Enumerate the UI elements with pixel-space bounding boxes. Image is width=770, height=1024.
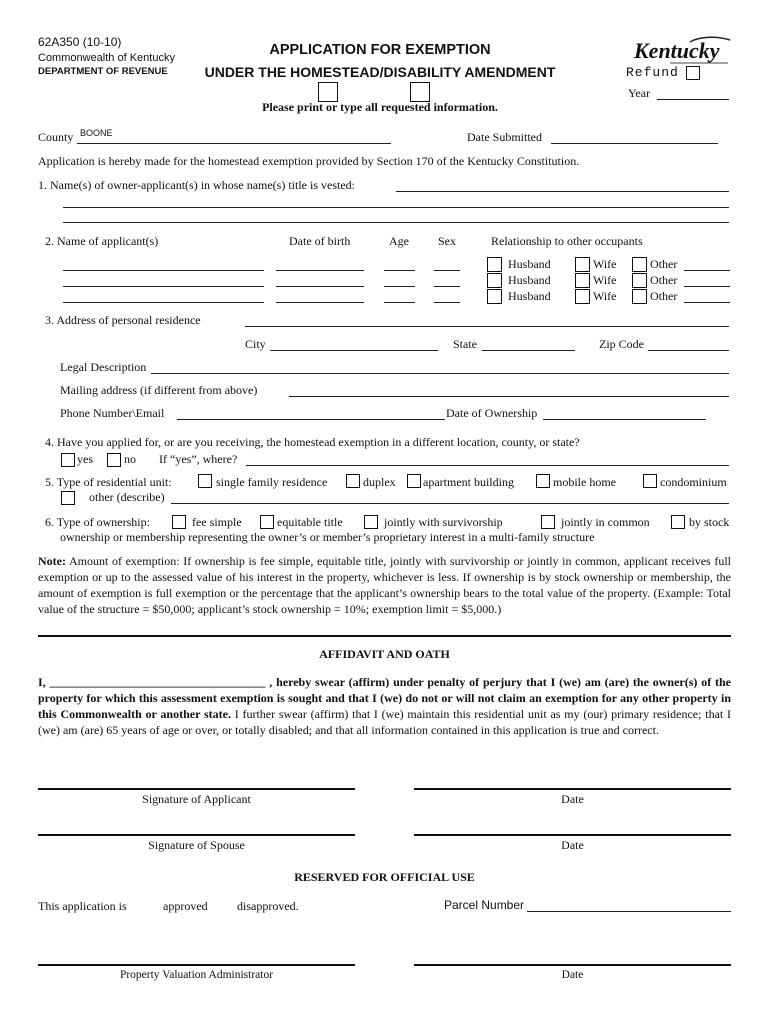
section-divider [38,635,731,637]
city-label: City [245,337,266,351]
fee-simple-label: fee simple [192,515,242,529]
applicant-name-2[interactable] [63,286,264,287]
kentucky-logo [630,36,735,66]
department-label: DEPARTMENT OF REVENUE [38,66,168,77]
other-field-1[interactable] [684,270,730,271]
pva-date-line[interactable] [414,964,731,966]
form-title: APPLICATION FOR EXEMPTION [269,42,491,58]
pva-signature-line[interactable] [38,964,355,966]
fee-simple-checkbox[interactable] [172,515,186,529]
other-checkbox-2[interactable] [632,273,647,288]
county-value: BOONE [80,128,113,138]
phone-email-label: Phone Number\Email [60,406,165,420]
wife-checkbox-3[interactable] [575,289,590,304]
q5-label: 5. Type of residential unit: [45,475,172,489]
note-paragraph [38,553,731,617]
single-family-label: single family residence [216,475,328,489]
city-field[interactable] [270,350,438,351]
this-application-label: This application is [38,899,127,913]
refund-label: Refund [626,65,679,80]
by-stock-label: by stock [689,515,730,529]
q4-label: 4. Have you applied for, or are you receiving, the homestead exemption in a different location, county, or state? [45,435,580,449]
commonwealth-label: Commonwealth of Kentucky [38,52,175,64]
condominium-label: condominium [660,475,727,489]
single-family-checkbox[interactable] [198,474,212,488]
q1-field-2[interactable] [63,207,729,208]
year-label: Year [628,86,651,100]
pva-label: Property Valuation Administrator [119,969,274,981]
note-label: Note: [38,554,66,568]
other-unit-label: other (describe) [89,490,165,504]
applicant-sex-1[interactable] [434,270,460,271]
instructions: Please print or type all requested information. [262,100,498,114]
applicant-name-3[interactable] [63,302,264,303]
header-checkbox-right[interactable] [410,82,430,102]
header-checkbox-left[interactable] [318,82,338,102]
by-stock-checkbox[interactable] [671,515,685,529]
zip-field[interactable] [648,350,729,351]
state-field[interactable] [482,350,575,351]
form-number: 62A350 (10-10) [38,35,122,49]
wife-label: Wife [593,273,617,287]
address-field[interactable] [245,326,729,327]
q1-field-1[interactable] [396,191,729,192]
parcel-number-field[interactable] [527,911,731,912]
other-field-2[interactable] [684,286,730,287]
applicant-sex-2[interactable] [434,286,460,287]
other-label: Other [650,273,678,287]
husband-checkbox-1[interactable] [487,257,502,272]
q2-label: 2. Name of applicant(s) [45,234,159,248]
date-submitted-label: Date Submitted [467,130,542,144]
county-field[interactable] [77,143,391,144]
affidavit-title: AFFIDAVIT AND OATH [319,647,450,661]
col-age: Age [389,234,409,248]
applicant-age-2[interactable] [384,286,415,287]
state-label: State [453,337,477,351]
q1-label: 1. Name(s) of owner-applicant(s) in whose name(s) title is vested: [38,178,355,192]
spouse-signature-line[interactable] [38,834,355,836]
refund-checkbox[interactable] [686,66,700,80]
q3-label: 3. Address of personal residence [45,313,201,327]
applicant-date-line[interactable] [414,788,731,790]
apartment-checkbox[interactable] [407,474,421,488]
wife-checkbox-2[interactable] [575,273,590,288]
mailing-address-label: Mailing address (if different from above) [60,383,258,397]
equitable-title-checkbox[interactable] [260,515,274,529]
zip-label: Zip Code [599,337,644,351]
survivorship-label: jointly with survivorship [384,515,503,529]
q6-line2: ownership or membership representing the owner’s or member’s proprietary interest in a multi-family structure [60,530,595,544]
spouse-signature-label: Signature of Spouse [148,838,245,852]
q1-field-3[interactable] [63,222,729,223]
date-submitted-field[interactable] [551,143,718,144]
form-subtitle: UNDER THE HOMESTEAD/DISABILITY AMENDMENT [204,64,556,80]
q6-label: 6. Type of ownership: [45,515,150,529]
wife-label: Wife [593,257,617,271]
spouse-date-label: Date [561,838,584,852]
legal-description-field[interactable] [151,373,729,374]
other-field-3[interactable] [684,302,730,303]
applicant-signature-label: Signature of Applicant [142,792,251,806]
q4-yes-label: yes [77,452,93,466]
affidavit-bold: I, ____________________________________ , hereby swear (affirm) under penalty of perjury that I (we) am (are) the owner(s) of the property for which this assessment exemption is sought and that I (we) do not or will not claim an exemption for any other property in this Commonwealth or another state. [38,675,731,721]
approved-label: approved [163,899,208,913]
logo-text: Kentucky [634,38,720,63]
equitable-title-label: equitable title [277,515,343,529]
affidavit-paragraph [38,674,731,738]
applicant-dob-2[interactable] [276,286,364,287]
other-label: Other [650,289,678,303]
applicant-signature-line[interactable] [38,788,355,790]
survivorship-checkbox[interactable] [364,515,378,529]
mobile-home-checkbox[interactable] [536,474,550,488]
col-sex: Sex [438,234,456,248]
q4-no-checkbox[interactable] [107,453,121,467]
pva-date-label: Date [561,969,584,981]
apartment-label: apartment building [423,475,514,489]
applicant-age-3[interactable] [384,302,415,303]
col-relationship: Relationship to other occupants [491,234,643,248]
mailing-address-field[interactable] [289,396,729,397]
affidavit-plain: I further swear (affirm) that I (we) maintain this residential unit as my (our) primary residence; that I (we) am (are) 65 years of age or over, or totally disabled; and that all information contained in this application is true and correct. [38,707,731,737]
husband-checkbox-2[interactable] [487,273,502,288]
wife-checkbox-1[interactable] [575,257,590,272]
legal-description-label: Legal Description [60,360,147,374]
husband-label: Husband [508,257,551,271]
parcel-number-label: Parcel Number [444,898,525,912]
other-checkbox-3[interactable] [632,289,647,304]
year-field[interactable] [657,99,729,100]
applicant-sex-3[interactable] [434,302,460,303]
mobile-home-label: mobile home [553,475,616,489]
husband-checkbox-3[interactable] [487,289,502,304]
spouse-date-line[interactable] [414,834,731,836]
q4-yes-checkbox[interactable] [61,453,75,467]
phone-email-field[interactable] [177,419,445,420]
q4-where-field[interactable] [246,465,729,466]
applicant-dob-3[interactable] [276,302,364,303]
q4-no-label: no [124,452,136,466]
note-text: Amount of exemption: If ownership is fee simple, equitable title, jointly with survivorship or jointly in common, applicant receives full exemption or up to the assessed value of his interest in the property, whichever is less. If ownership is by stock ownership or membership, the amount of exemption is full exemption or the percentage that the applicant’s ownership bears to the total value of the property. (Example: Total value of the structure = $50,000; applicant’s stock ownership = 10%; exemption limit = $5,000.) [38,554,732,616]
duplex-label: duplex [363,475,396,489]
husband-label: Husband [508,273,551,287]
date-ownership-label: Date of Ownership [446,406,538,420]
col-dob: Date of birth [289,234,351,248]
duplex-checkbox[interactable] [346,474,360,488]
jointly-common-label: jointly in common [561,515,650,529]
county-label: County [38,130,74,144]
other-checkbox-1[interactable] [632,257,647,272]
applicant-age-1[interactable] [384,270,415,271]
disapproved-label: disapproved. [237,899,299,913]
applicant-date-label: Date [561,792,584,806]
official-use-title: RESERVED FOR OFFICIAL USE [294,870,475,884]
q4-where-label: If “yes”, where? [159,452,238,466]
date-ownership-field[interactable] [543,419,706,420]
other-label: Other [650,257,678,271]
applicant-name-1[interactable] [63,270,264,271]
condominium-checkbox[interactable] [643,474,657,488]
other-unit-field[interactable] [171,503,729,504]
jointly-common-checkbox[interactable] [541,515,555,529]
husband-label: Husband [508,289,551,303]
intro-text: Application is hereby made for the homestead exemption provided by Section 170 of the Kentucky Constitution. [38,154,580,168]
applicant-dob-1[interactable] [276,270,364,271]
other-unit-checkbox[interactable] [61,491,75,505]
wife-label: Wife [593,289,617,303]
